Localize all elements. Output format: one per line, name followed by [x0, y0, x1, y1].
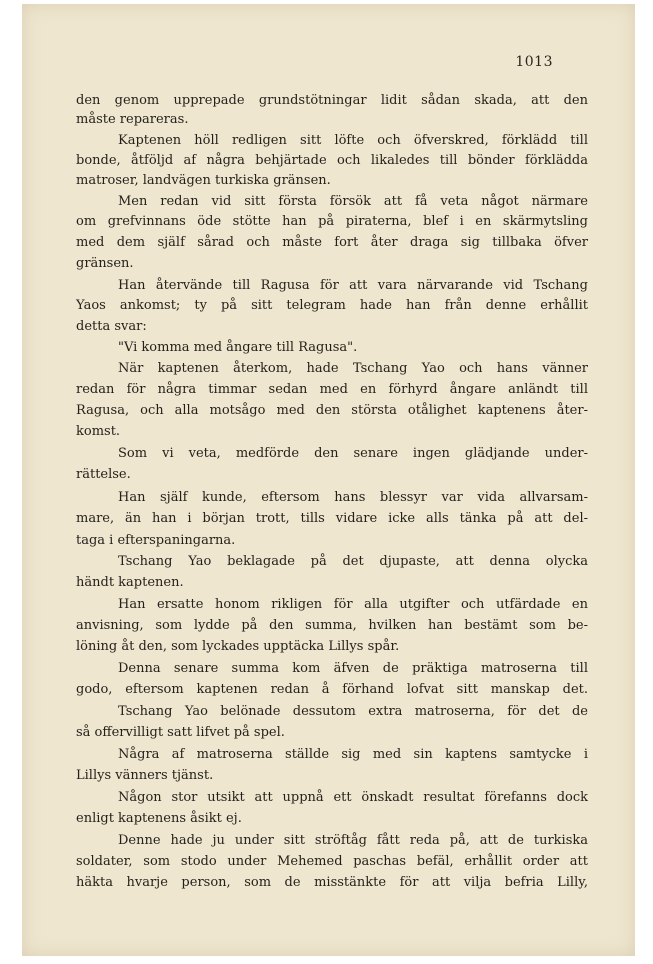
text-line: Han återvände till Ragusa för att vara närvarande vid Tschang: [118, 278, 588, 293]
text-line: anvisning, som lydde på den summa, hvilken han bestämt som be-: [76, 618, 588, 633]
text-line: gränsen.: [76, 256, 134, 271]
text-line: Kaptenen höll redligen sitt löfte och öfverskred, förklädd till: [118, 133, 588, 148]
text-line: Han själf kunde, eftersom hans blessyr var vida allvarsam-: [118, 490, 588, 505]
text-line: komst.: [76, 424, 121, 439]
text-line: När kaptenen återkom, hade Tschang Yao och hans vänner: [118, 361, 588, 376]
text-line: Tschang Yao beklagade på det djupaste, att denna olycka: [118, 554, 588, 569]
text-line: Ragusa, och alla motsågo med den största otålighet kaptenens åter-: [76, 403, 588, 418]
text-line: enligt kaptenens åsikt ej.: [76, 811, 242, 826]
text-line: soldater, som stodo under Mehemed paschas befäl, erhållit order att: [76, 854, 588, 869]
text-line: Yaos ankomst; ty på sitt telegram hade han från denne erhållit: [76, 298, 588, 313]
text-line: händt kaptenen.: [76, 575, 184, 590]
text-line: häkta hvarje person, som de misstänkte för att vilja befria Lilly,: [76, 875, 588, 890]
text-line: bonde, åtföljd af några behjärtade och likaledes till bönder förklädda: [76, 153, 588, 168]
text-line: så offervilligt satt lifvet på spel.: [76, 725, 285, 740]
text-line: matroser, landvägen turkiska gränsen.: [76, 173, 331, 188]
text-line: taga i efterspaningarna.: [76, 533, 236, 548]
text-line: Lillys vänners tjänst.: [76, 768, 214, 783]
text-line: Som vi veta, medförde den senare ingen glädjande under-: [118, 446, 588, 461]
text-line: Denna senare summa kom äfven de präktiga matroserna till: [118, 661, 588, 676]
text-line: med dem själf sårad och måste fort åter draga sig tillbaka öfver: [76, 235, 588, 250]
text-line: Men redan vid sitt första försök att få veta något närmare: [118, 194, 588, 209]
text-line: löning åt den, som lyckades upptäcka Lillys spår.: [76, 639, 400, 654]
text-line: Denne hade ju under sitt ströftåg fått reda på, att de turkiska: [118, 833, 588, 848]
text-line: den genom upprepade grundstötningar lidit sådan skada, att den: [76, 93, 588, 108]
book-page: [22, 4, 635, 956]
text-line: redan för några timmar sedan med en förhyrd ångare anländt till: [76, 382, 588, 397]
text-line: Någon stor utsikt att uppnå ett önskadt resultat förefanns dock: [118, 790, 588, 805]
page-number: 1013: [515, 54, 553, 70]
text-line: detta svar:: [76, 319, 147, 334]
text-line: "Vi komma med ångare till Ragusa".: [118, 340, 358, 355]
text-line: Några af matroserna ställde sig med sin kaptens samtycke i: [118, 747, 588, 762]
text-line: mare, än han i början trott, tills vidare icke alls tänka på att del-: [76, 511, 588, 526]
text-line: godo, eftersom kaptenen redan å förhand lofvat sitt manskap det.: [76, 682, 588, 697]
text-line: Han ersatte honom rikligen för alla utgifter och utfärdade en: [118, 597, 588, 612]
text-line: måste repareras.: [76, 112, 189, 127]
text-line: om grefvinnans öde stötte han på piraterna, blef i en skärmytsling: [76, 214, 588, 229]
text-line: rättelse.: [76, 467, 131, 482]
text-line: Tschang Yao belönade dessutom extra matroserna, för det de: [118, 704, 588, 719]
